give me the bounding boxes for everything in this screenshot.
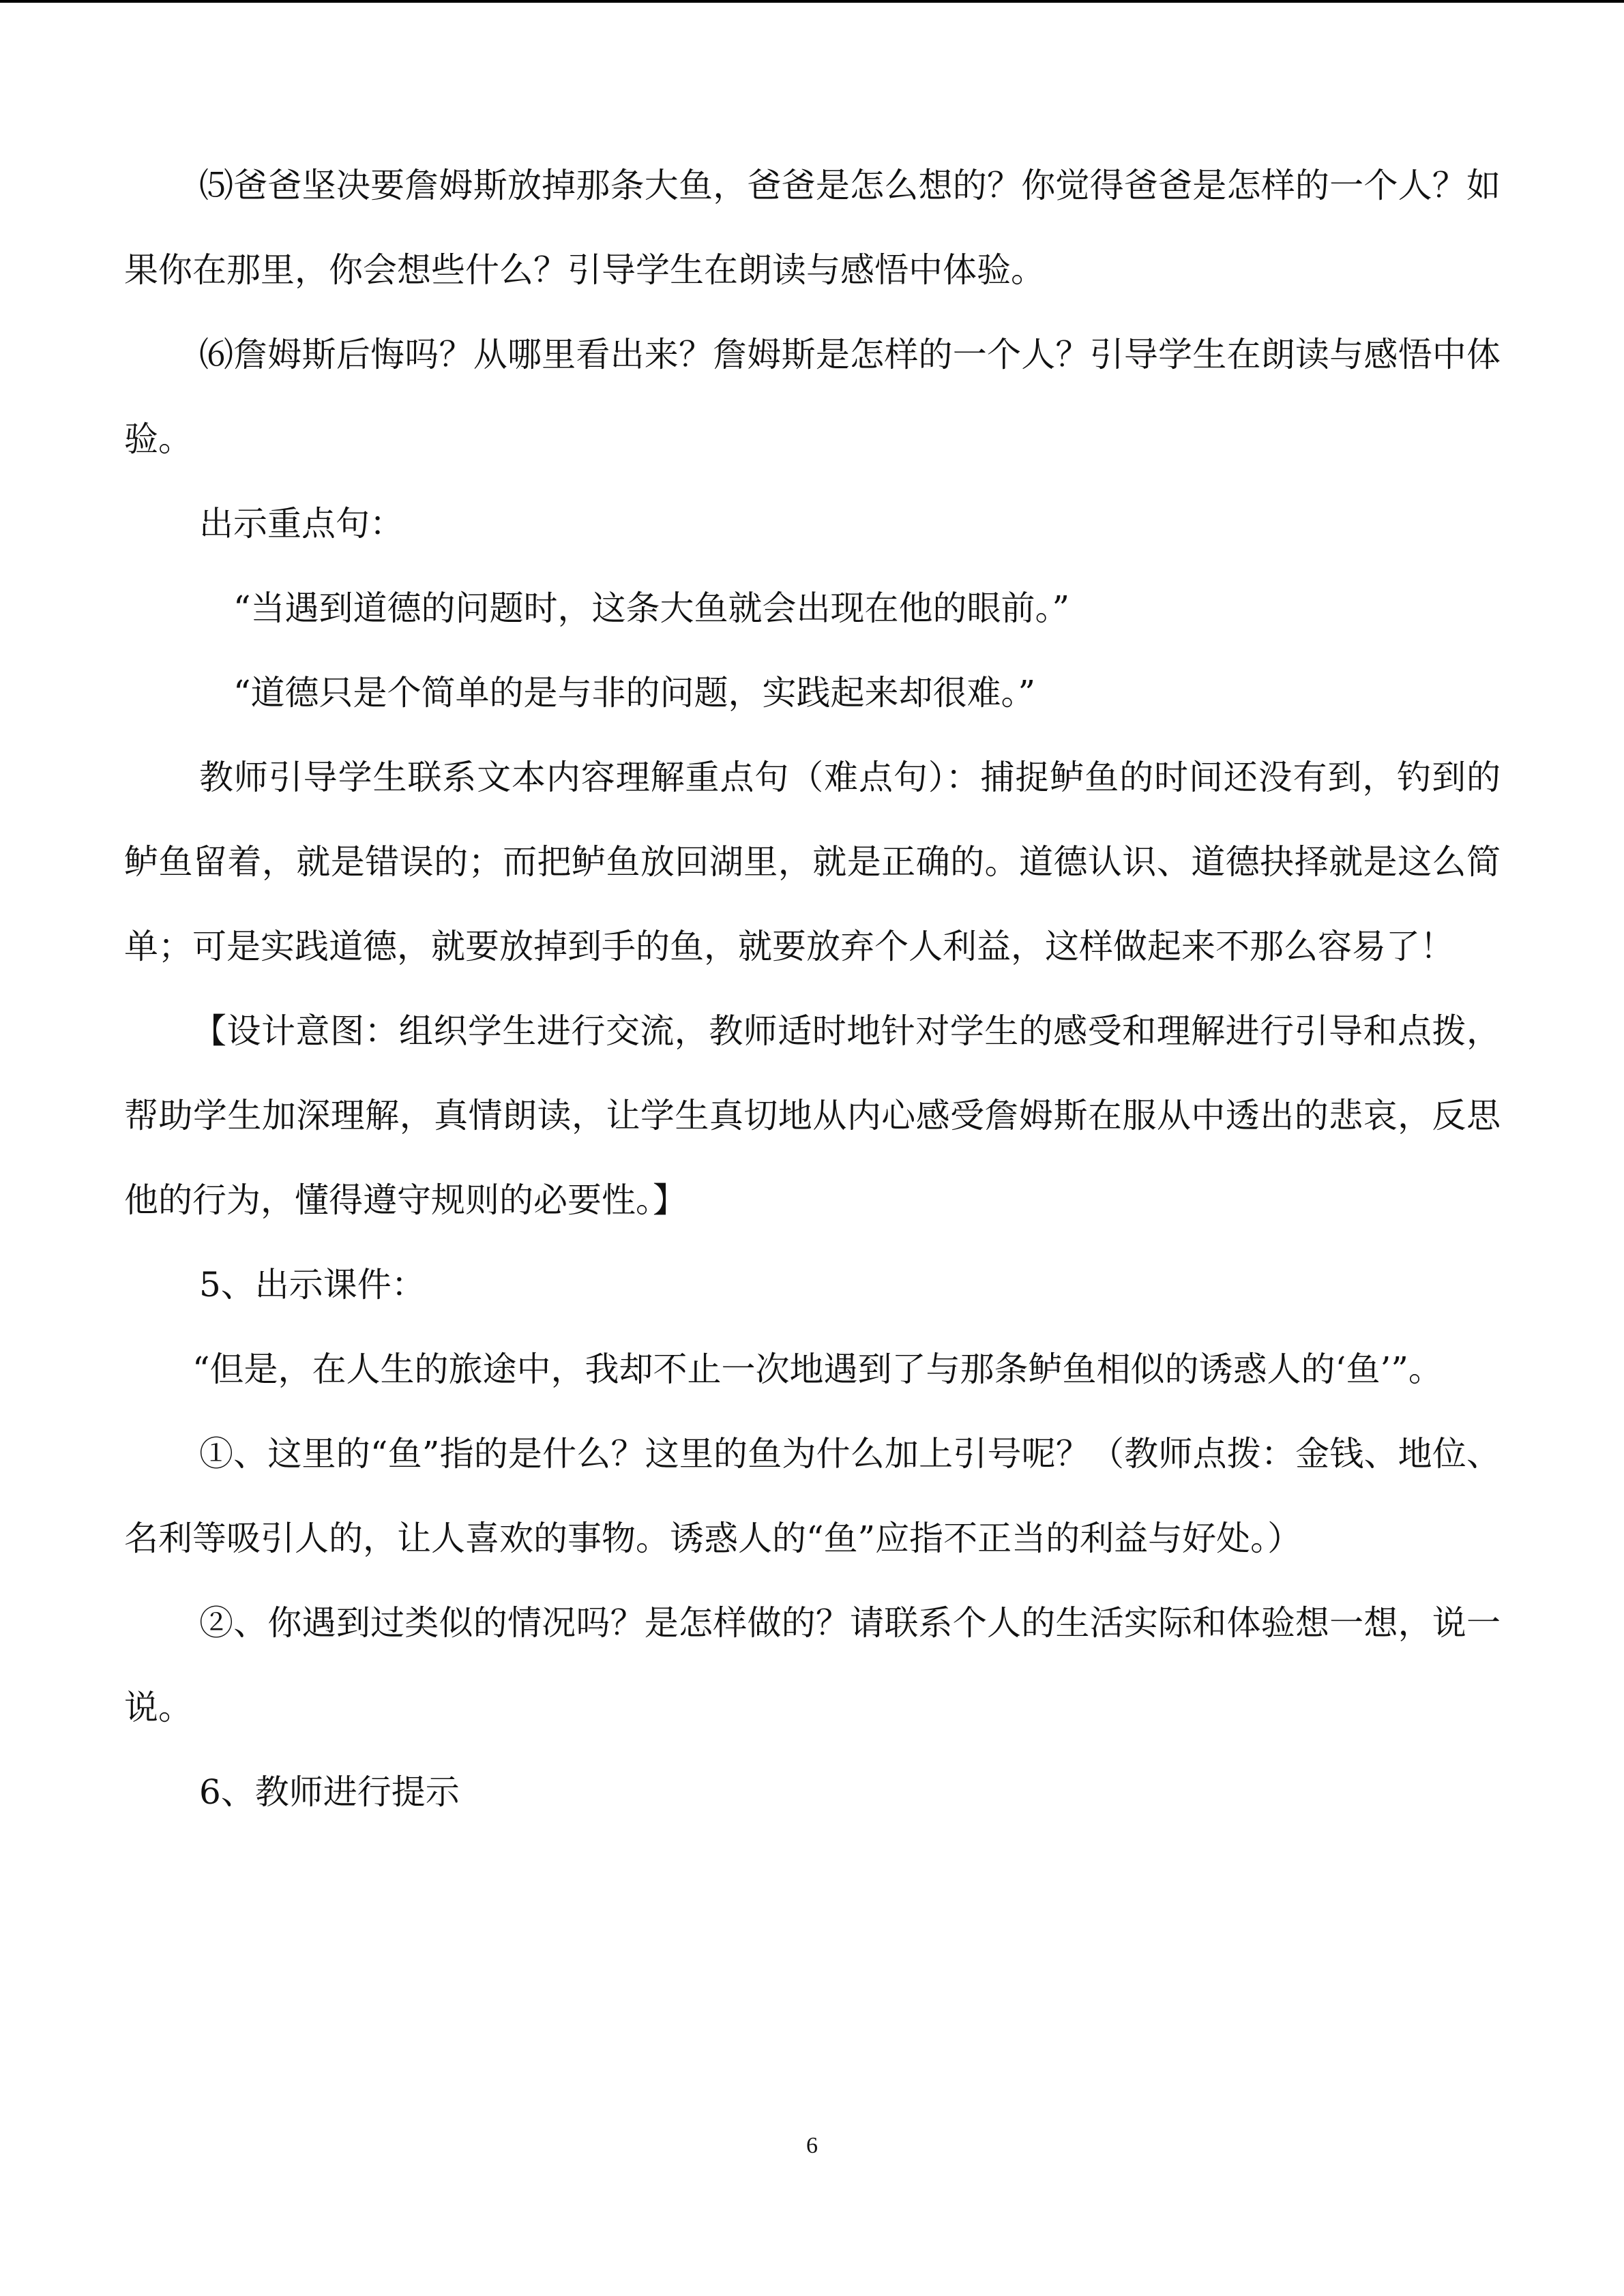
paragraph-courseware-quote: “但是，在人生的旅途中，我却不止一次地遇到了与那条鲈鱼相似的诱惑人的‘鱼’”。 [192,1350,1443,1389]
page-number: 6 [806,2133,818,2158]
paragraph-question-2: ②、你遇到过类似的情况吗？是怎样做的？请联系个人的生活实际和体验想一想，说一说。 [124,1603,1501,1727]
paragraph-design-intent: 【设计意图：组织学生进行交流，教师适时地针对学生的感受和理解进行引导和点拨，帮助学生加深理解，真情朗读，让学生真切地从内心感受詹姆斯在服从中透出的悲哀，反思他的行为，懂得遵守规则的必要性。】 [124,1011,1501,1220]
top-border-line [0,0,1624,3]
key-sentence-1: “当遇到道德的问题时，这条大鱼就会出现在他的眼前。” [233,588,1070,628]
paragraph-teacher-guidance: 教师引导学生联系文本内容理解重点句（难点句）：捕捉鲈鱼的时间还没有到，钓到的鲈鱼留着，就是错误的；而把鲈鱼放回湖里，就是正确的。道德认识、道德抉择就是这么简单；可是实践道德，就要放掉到手的鱼，就要放弃个人利益，这样做起来不那么容易了！ [124,758,1501,966]
paragraph-james-regret: ⑹詹姆斯后悔吗？从哪里看出来？詹姆斯是怎样的一个人？引导学生在朗读与感悟中体验。 [124,335,1501,459]
paragraph-step-5-heading: 5、出示课件： [199,1265,426,1304]
paragraph-question-1: ①、这里的“鱼”指的是什么？这里的鱼为什么加上引号呢？（教师点拨：金钱、地位、名利等吸引人的，让人喜欢的事物。诱惑人的“鱼”应指不正当的利益与好处。） [124,1434,1501,1558]
paragraph-key-sentences-heading: 出示重点句： [199,504,404,543]
paragraph-father-decision: ⑸爸爸坚决要詹姆斯放掉那条大鱼，爸爸是怎么想的？你觉得爸爸是怎样的一个人？如果你在那里，你会想些什么？引导学生在朗读与感悟中体验。 [124,166,1501,290]
document-body [124,143,1501,1834]
key-sentence-2: “道德只是个简单的是与非的问题，实践起来却很难。” [233,673,1036,713]
paragraph-step-6-heading: 6、教师进行提示 [199,1772,460,1812]
